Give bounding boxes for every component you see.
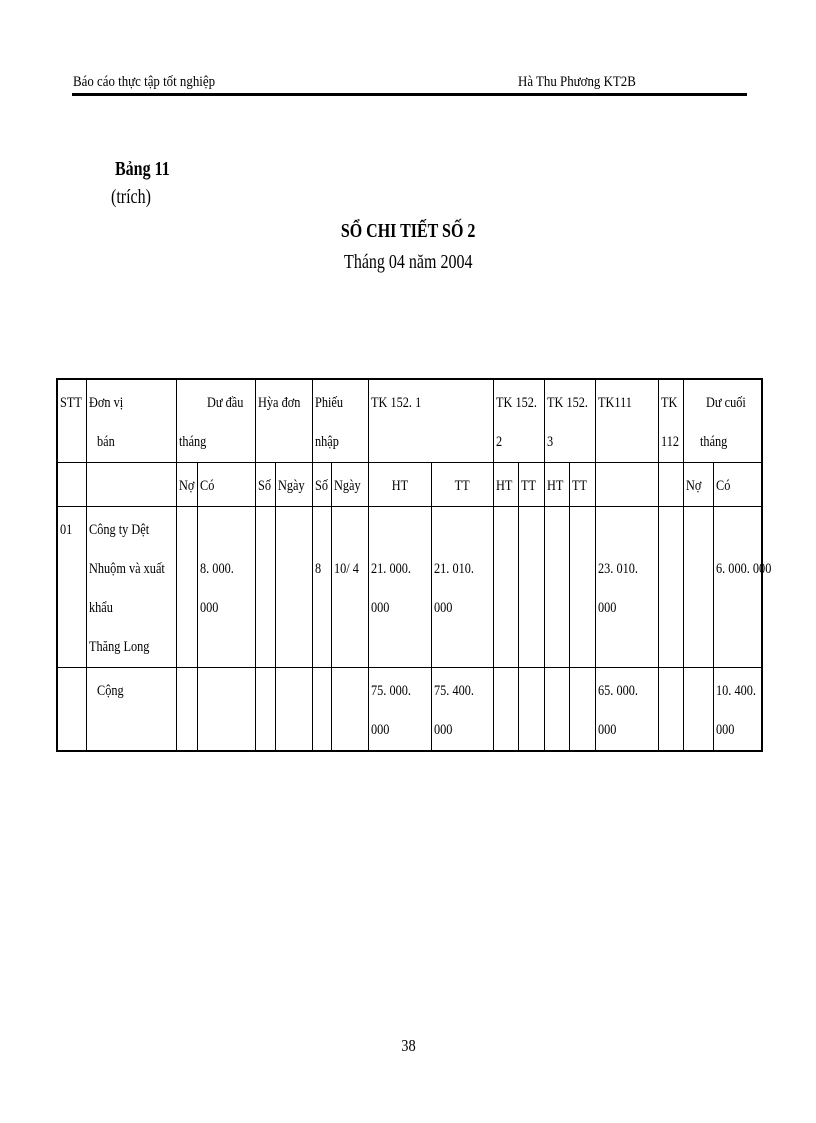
subheader-tk1521-tt: TT: [432, 463, 494, 507]
document-title: SỔ CHI TIẾT SỐ 2: [340, 220, 476, 242]
cell-tk1521-ht: 21. 000. 000: [369, 507, 432, 668]
table-label: Bảng 11: [115, 158, 170, 180]
col-tk1522-header: TK 152. 2: [493, 379, 544, 463]
subheader-du-cuoi-no: Nợ: [684, 463, 714, 507]
header-author: Hà Thu Phương KT2B: [518, 74, 636, 90]
subheader-tk1522-ht: HT: [493, 463, 519, 507]
cell-tk111: 23. 010. 000: [596, 507, 659, 668]
total-row: [57, 668, 762, 752]
page-number: 38: [400, 1036, 416, 1055]
table-row: [57, 507, 762, 668]
header-row: [57, 379, 762, 463]
cell-du-cuoi-co: 6. 000. 000: [714, 507, 762, 668]
subheader-du-cuoi-co: Có: [714, 463, 762, 507]
header-report-title: Báo cáo thực tập tốt nghiệp: [73, 74, 216, 90]
cell-tk1521-tt: 21. 010. 000: [432, 507, 494, 668]
subheader-phieu-ngay: Ngày: [332, 463, 369, 507]
cell-total-du-cuoi-co: 10. 400. 000: [714, 668, 762, 752]
header-rule: [72, 93, 747, 96]
col-tk112-header: TK 112: [658, 379, 684, 463]
col-stt-header: STT: [57, 379, 87, 463]
col-phieu-header: Phiếu nhập: [312, 379, 368, 463]
ledger-table: [56, 378, 772, 752]
subheader-phieu-so: Số: [312, 463, 331, 507]
cell-don-vi: Công ty Dệt Nhuộm và xuất khẩu Thăng Long: [87, 507, 176, 668]
subheader-tk1521-ht: HT: [369, 463, 432, 507]
subheader-row: [57, 463, 762, 507]
col-du-dau-header: Dư đầu tháng: [176, 379, 255, 463]
cell-du-dau-co: 8. 000. 000: [198, 507, 255, 668]
table-note: (trích): [111, 186, 151, 208]
subheader-du-dau-no: Nợ: [176, 463, 198, 507]
cell-stt: 01: [57, 507, 87, 668]
subheader-hoa-don-so: Số: [255, 463, 276, 507]
col-tk111-header: TK111: [596, 379, 659, 463]
subheader-tk1523-ht: HT: [544, 463, 570, 507]
subheader-tk1522-tt: TT: [519, 463, 545, 507]
cell-total-tk1521-ht: 75. 000. 000: [369, 668, 432, 752]
col-don-vi-header: Đơn vị bán: [87, 379, 176, 463]
col-tk1521-header: TK 152. 1: [369, 379, 493, 463]
col-hoa-don-header: Hỳa đơn: [255, 379, 312, 463]
col-du-cuoi-header: Dư cuối tháng: [684, 379, 762, 463]
cell-total-tk1521-tt: 75. 400. 000: [432, 668, 494, 752]
cell-phieu-so: 8: [312, 507, 331, 668]
cell-total-tk111: 65. 000. 000: [596, 668, 659, 752]
col-tk1523-header: TK 152. 3: [544, 379, 595, 463]
cell-total-label: Cộng: [87, 668, 176, 752]
subheader-du-dau-co: Có: [198, 463, 255, 507]
cell-phieu-ngay: 10/ 4: [332, 507, 369, 668]
subheader-tk1523-tt: TT: [570, 463, 596, 507]
subheader-hoa-don-ngay: Ngày: [276, 463, 313, 507]
document-subtitle: Tháng 04 năm 2004: [343, 251, 473, 273]
